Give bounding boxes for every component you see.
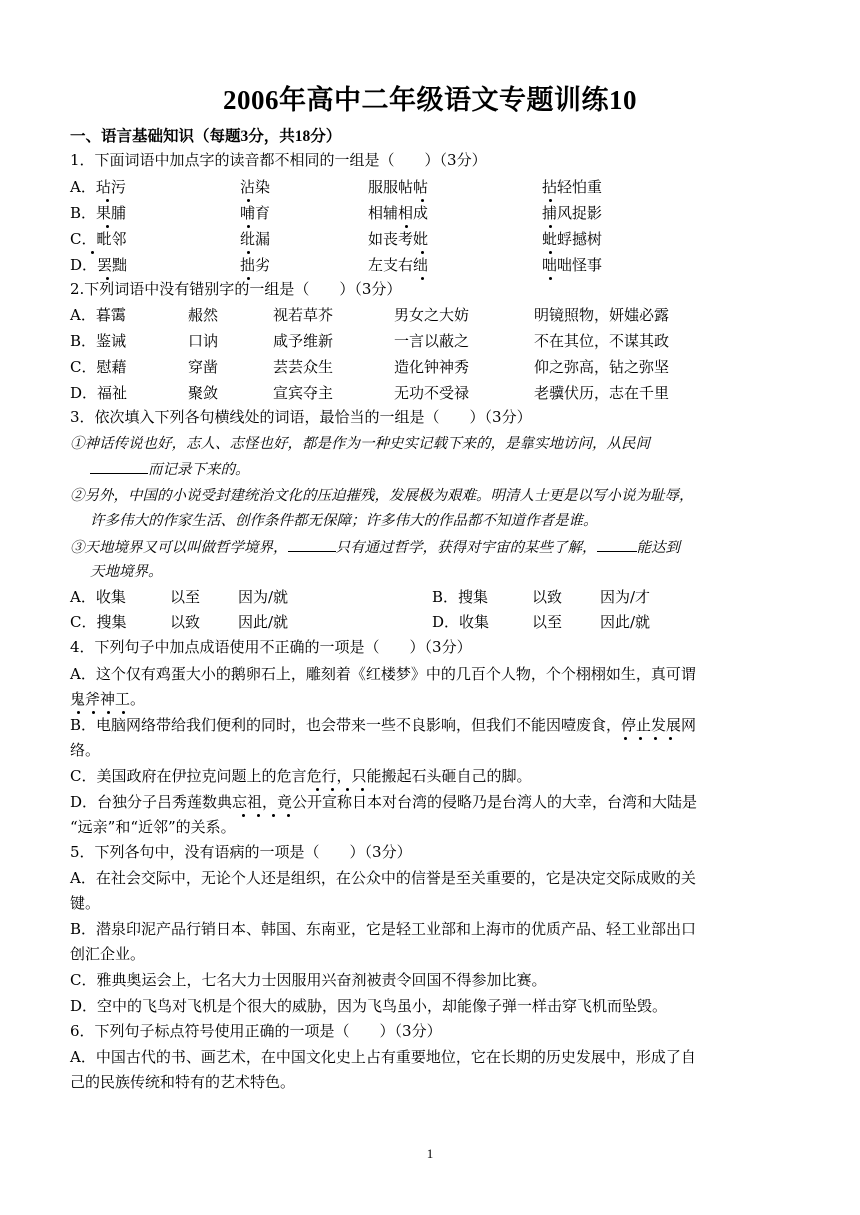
q2-d-3: 宣宾夺主 xyxy=(273,384,334,402)
page-number: 1 xyxy=(426,1146,434,1161)
q5-option-b-cont: 创汇企业。 xyxy=(70,945,146,963)
q3-b-2: 以致 xyxy=(532,588,563,606)
emphasis-dot xyxy=(242,814,245,817)
emphasis-dot xyxy=(549,225,552,228)
q3-s3-part3: 能达到 xyxy=(636,540,680,556)
q3-sentence-1: ①神话传说也好，志人、志怪也好，都是作为一种史实记载下来的，是靠实地访问，从民间 xyxy=(70,436,650,452)
q2-a-5: 明镜照物，妍媸必露 xyxy=(534,306,670,324)
q2-b-2: 口讷 xyxy=(188,332,219,350)
emphasis-dot xyxy=(669,737,672,740)
emphasis-dot xyxy=(654,737,657,740)
q3-sentence-1-tail: 而记录下来的。 xyxy=(148,462,250,478)
emphasis-dot xyxy=(421,277,424,280)
q3-sentence-3-cont: 天地境界。 xyxy=(90,564,163,580)
q1-d-4: 咄咄怪事 xyxy=(542,256,603,274)
q1-b-3: 相辅相成 xyxy=(368,204,429,222)
emphasis-dot xyxy=(247,251,250,254)
q2-b-3: 咸予维新 xyxy=(273,332,334,350)
q3-sentence-1-cont xyxy=(90,459,250,480)
q2-b-4: 一言以蔽之 xyxy=(394,332,470,350)
q5-option-c: C．雅典奥运会上，七名大力士因服用兴奋剂被责令回国不得参加比赛。 xyxy=(70,971,547,989)
q3-sentence-2-cont: 许多伟大的作家生活、创作条件都无保障；许多伟大的作品都不知道作者是谁。 xyxy=(90,513,598,529)
q4-option-b: B．电脑网络带给我们便利的同时，也会带来一些不良影响，但我们不能因噎废食，停止发展网 xyxy=(70,716,697,734)
question-6-stem: 6．下列句子标点符号使用正确的一项是（ ）（3分） xyxy=(70,1022,442,1040)
q1-c-4: 蚍蜉撼树 xyxy=(542,230,603,248)
q2-c-4: 造化钟神秀 xyxy=(394,358,470,376)
emphasis-dot xyxy=(77,711,80,714)
q3-c-3: 因此/就 xyxy=(238,613,289,631)
emphasis-dot xyxy=(624,737,627,740)
q1-a-4: 拈轻怕重 xyxy=(542,178,603,196)
q3-b-1: B．搜集 xyxy=(432,588,489,606)
q1-a-1: A．玷污 xyxy=(70,178,126,196)
emphasis-dot xyxy=(405,225,408,228)
emphasis-dot xyxy=(361,788,364,791)
q2-a-3: 视若草芥 xyxy=(273,306,334,324)
question-4-stem: 4．下列句子中加点成语使用不正确的一项是（ ）（3分） xyxy=(70,638,472,656)
q3-a-3: 因为/就 xyxy=(238,588,289,606)
q1-b-2: 哺育 xyxy=(240,204,271,222)
q1-a-3: 服服帖帖 xyxy=(368,178,429,196)
q4-option-d-cont: “远亲”和“近邻”的关系。 xyxy=(70,818,236,836)
q2-d-4: 无功不受禄 xyxy=(394,384,470,402)
q1-b-4: 捕风捉影 xyxy=(542,204,603,222)
q3-a-1: A．收集 xyxy=(70,588,126,606)
q6-option-a-cont: 己的民族传统和特有的艺术特色。 xyxy=(70,1073,296,1091)
q4-option-c: C．美国政府在伊拉克问题上的危言危行，只能搬起石头砸自己的脚。 xyxy=(70,767,532,785)
question-2-stem: 2.下列词语中没有错别字的一组是（ ）（3分） xyxy=(70,280,402,298)
q1-b-1: B．果脯 xyxy=(70,204,127,222)
question-5-stem: 5．下列各句中，没有语病的一项是（ ）（3分） xyxy=(70,843,412,861)
emphasis-dot xyxy=(92,711,95,714)
emphasis-dot xyxy=(287,814,290,817)
emphasis-dot xyxy=(549,277,552,280)
q3-c-2: 以致 xyxy=(170,613,201,631)
emphasis-dot xyxy=(122,711,125,714)
q4-option-a: A．这个仅有鸡蛋大小的鹅卵石上，雕刻着《红楼梦》中的几百个人物，个个栩栩如生，真可谓 xyxy=(70,665,696,683)
q2-b-5: 不在其位，不谋其政 xyxy=(534,332,670,350)
q2-c-5: 仰之弥高，钻之弥坚 xyxy=(534,358,670,376)
q1-d-1: D．罢黜 xyxy=(70,256,128,274)
emphasis-dot xyxy=(346,788,349,791)
emphasis-dot xyxy=(257,814,260,817)
q5-option-d: D．空中的飞鸟对飞机是个很大的威胁，因为飞鸟虽小，却能像子弹一样击穿飞机而坠毁。 xyxy=(70,997,668,1015)
fill-blank xyxy=(597,537,637,552)
q2-c-1: C．慰藉 xyxy=(70,358,127,376)
q1-d-3: 左支右绌 xyxy=(368,256,429,274)
document-title: 2006年高中二年级语文专题训练10 xyxy=(223,85,637,115)
emphasis-dot xyxy=(107,711,110,714)
q3-a-2: 以至 xyxy=(170,588,201,606)
q2-a-4: 男女之大妨 xyxy=(394,306,470,324)
q3-c-1: C．搜集 xyxy=(70,613,127,631)
q6-option-a: A．中国古代的书、画艺术，在中国文化史上占有重要地位，它在长期的历史发展中，形成了自 xyxy=(70,1048,696,1066)
q2-a-2: 赧然 xyxy=(188,306,219,324)
q3-s3-part2: 只有通过哲学，获得对宇宙的某些了解， xyxy=(335,540,597,556)
section-heading: 一、语言基础知识（每题3分，共18分） xyxy=(70,128,342,145)
q5-option-b: B．潜泉印泥产品行销日本、韩国、东南亚，它是轻工业部和上海市的优质产品、轻工业部出口 xyxy=(70,920,697,938)
emphasis-dot xyxy=(549,251,552,254)
emphasis-dot xyxy=(106,225,109,228)
emphasis-dot xyxy=(91,251,94,254)
q1-d-2: 拙劣 xyxy=(240,256,271,274)
emphasis-dot xyxy=(331,788,334,791)
q1-c-2: 纰漏 xyxy=(240,230,271,248)
q1-c-1: C．毗邻 xyxy=(70,230,127,248)
q2-c-3: 芸芸众生 xyxy=(273,358,334,376)
q3-d-2: 以至 xyxy=(532,613,563,631)
q2-d-2: 聚敛 xyxy=(188,384,219,402)
emphasis-dot xyxy=(106,199,109,202)
q2-c-2: 穿凿 xyxy=(188,358,219,376)
fill-blank xyxy=(90,459,148,474)
q1-a-2: 沾染 xyxy=(240,178,271,196)
q3-d-1: D．收集 xyxy=(432,613,490,631)
emphasis-dot xyxy=(247,199,250,202)
emphasis-dot xyxy=(549,199,552,202)
emphasis-dot xyxy=(272,814,275,817)
q3-d-3: 因此/就 xyxy=(600,613,651,631)
q1-c-3: 如丧考妣 xyxy=(368,230,429,248)
q2-d-1: D．福祉 xyxy=(70,384,128,402)
question-3-stem: 3．依次填入下列各句横线处的词语，最恰当的一组是（ ）（3分） xyxy=(70,408,532,426)
q4-option-b-cont: 络。 xyxy=(70,741,101,759)
q2-b-1: B．鉴诫 xyxy=(70,332,127,350)
q2-a-1: A．暮霭 xyxy=(70,306,126,324)
emphasis-dot xyxy=(421,251,424,254)
emphasis-dot xyxy=(316,788,319,791)
question-1-stem: 1．下面词语中加点字的读音都不相同的一组是（ ）（3分） xyxy=(70,151,487,169)
emphasis-dot xyxy=(247,225,250,228)
q4-option-a-cont: 鬼斧神工。 xyxy=(70,690,146,708)
q3-s3-part1: ③天地境界又可以叫做哲学境界， xyxy=(70,540,288,556)
q3-sentence-2: ②另外，中国的小说受封建统治文化的压迫摧残，发展极为艰难。明清人士更是以写小说为耻辱， xyxy=(70,488,694,504)
emphasis-dot xyxy=(639,737,642,740)
q3-b-3: 因为/才 xyxy=(600,588,651,606)
fill-blank xyxy=(288,537,336,552)
q5-option-a-cont: 键。 xyxy=(70,894,101,912)
emphasis-dot xyxy=(421,199,424,202)
q5-option-a: A．在社会交际中，无论个人还是组织，在公众中的信誉是至关重要的，它是决定交际成败的关 xyxy=(70,869,696,887)
q3-sentence-3 xyxy=(70,537,680,558)
q4-option-d: D．台独分子吕秀莲数典忘祖，竟公开宣称日本对台湾的侵略乃是台湾人的大幸，台湾和大陆是 xyxy=(70,793,698,811)
q2-d-5: 老骥伏历，志在千里 xyxy=(534,384,670,402)
